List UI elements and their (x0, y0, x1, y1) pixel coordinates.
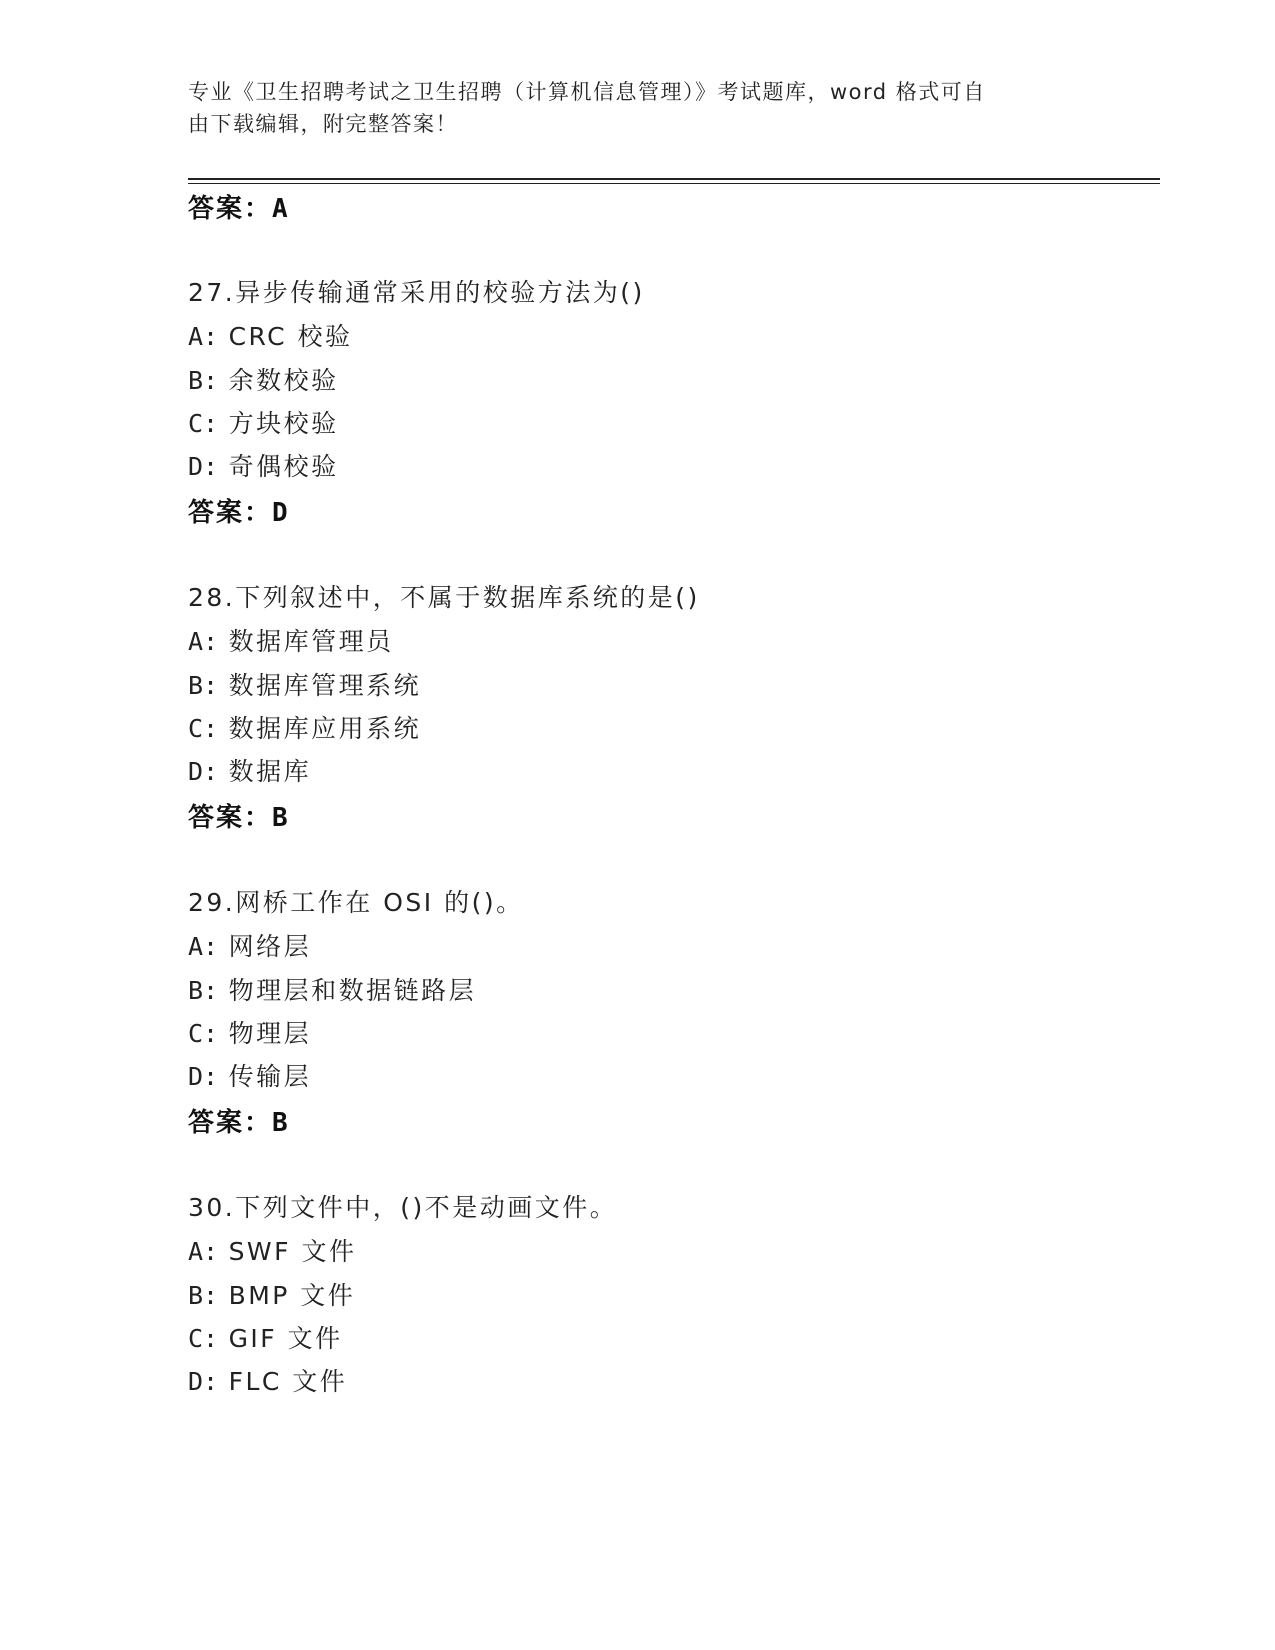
option-text: 奇偶校验 (228, 452, 339, 481)
option-d (188, 752, 311, 788)
answer-label: 答案： (188, 803, 273, 833)
option-text: 传输层 (228, 1062, 312, 1091)
option-text: 方块校验 (228, 409, 339, 438)
answer-label: 答案： (188, 1108, 273, 1138)
header-divider-thin (188, 183, 1160, 184)
option-label: A: (188, 1237, 219, 1266)
question-stem: 27.异步传输通常采用的校验方法为() (188, 278, 645, 307)
answer-value: A (272, 194, 289, 224)
option-label: D: (188, 452, 219, 481)
option-text: SWF 文件 (228, 1237, 357, 1266)
option-label: D: (188, 1062, 219, 1091)
option-d (188, 447, 339, 483)
option-d (188, 1057, 311, 1093)
option-text: 数据库应用系统 (228, 714, 422, 743)
question-stem: 30.下列文件中，()不是动画文件。 (188, 1193, 618, 1222)
answer-line (188, 797, 289, 834)
option-text: 网络层 (228, 932, 312, 961)
option-a (188, 1232, 356, 1268)
option-b (188, 361, 339, 397)
answer-line (188, 1102, 289, 1139)
answer-line-prev (188, 188, 289, 225)
option-text: CRC 校验 (228, 322, 353, 351)
option-a (188, 622, 394, 658)
option-a (188, 927, 311, 963)
option-c (188, 404, 339, 440)
option-label: D: (188, 757, 219, 786)
option-text: 数据库 (228, 757, 312, 786)
option-label: B: (188, 976, 219, 1005)
option-c (188, 1319, 343, 1355)
option-text: GIF 文件 (228, 1324, 343, 1353)
answer-value: B (272, 803, 289, 833)
option-label: C: (188, 1324, 219, 1353)
answer-label: 答案： (188, 498, 273, 528)
option-b (188, 971, 476, 1007)
option-label: B: (188, 671, 219, 700)
option-c (188, 709, 421, 745)
option-text: 物理层和数据链路层 (228, 976, 477, 1005)
option-text: FLC 文件 (228, 1367, 348, 1396)
answer-label: 答案： (188, 194, 273, 224)
option-text: 物理层 (228, 1019, 312, 1048)
document-header (188, 76, 1068, 140)
option-text: 数据库管理系统 (228, 671, 422, 700)
question-stem: 29.网桥工作在 OSI 的()。 (188, 888, 524, 917)
option-label: B: (188, 1281, 219, 1310)
option-label: D: (188, 1367, 219, 1396)
header-line-1: 专业《卫生招聘考试之卫生招聘（计算机信息管理）》考试题库，word 格式可自 (188, 80, 986, 104)
option-b (188, 1276, 355, 1312)
option-text: 数据库管理员 (228, 627, 394, 656)
answer-value: D (272, 498, 289, 528)
option-d (188, 1362, 347, 1398)
option-label: C: (188, 1019, 219, 1048)
answer-line (188, 492, 289, 529)
option-label: A: (188, 322, 219, 351)
answer-value: B (272, 1108, 289, 1138)
option-label: C: (188, 714, 219, 743)
option-label: B: (188, 366, 219, 395)
option-c (188, 1014, 311, 1050)
header-divider-thick (188, 178, 1160, 180)
option-a (188, 317, 353, 353)
option-label: A: (188, 932, 219, 961)
option-b (188, 666, 421, 702)
option-label: A: (188, 627, 219, 656)
option-text: BMP 文件 (228, 1281, 356, 1310)
header-line-2: 由下载编辑，附完整答案！ (188, 112, 458, 136)
question-stem: 28.下列叙述中，不属于数据库系统的是() (188, 583, 700, 612)
option-label: C: (188, 409, 219, 438)
option-text: 余数校验 (228, 366, 339, 395)
